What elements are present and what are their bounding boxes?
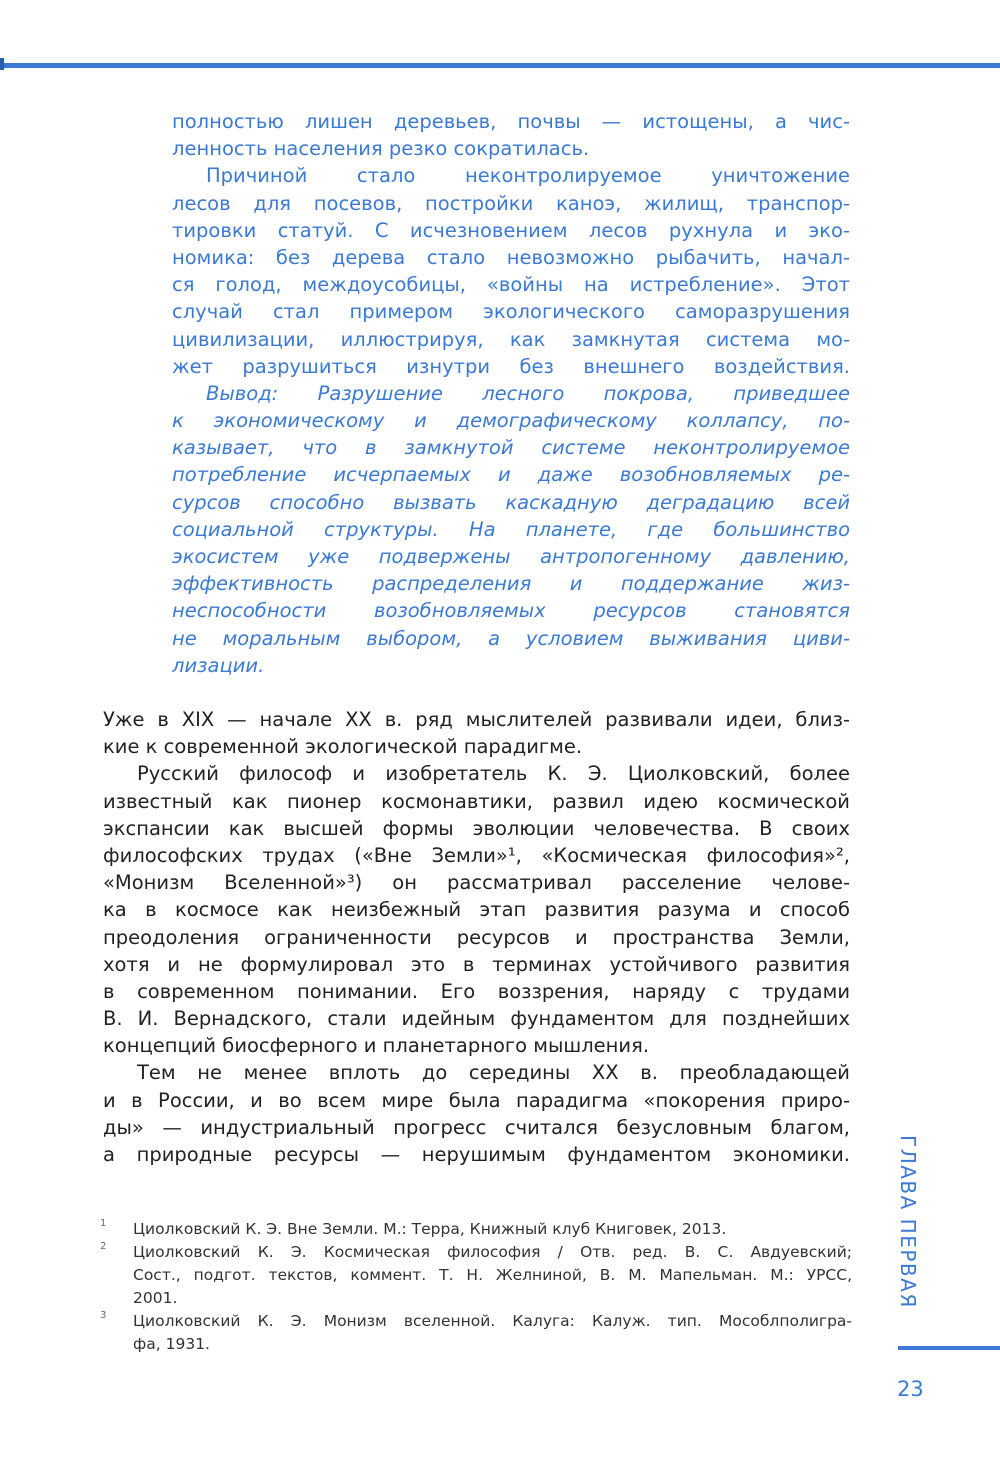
text-line: ка в космосе как неизбежный этап развития разума и способ bbox=[103, 898, 850, 922]
text-line: социальной структуры. На планете, где большинство bbox=[172, 517, 850, 541]
text-line: Вывод: Разрушение лесного покрова, приведшее bbox=[206, 381, 850, 405]
text-line: Причиной стало неконтролируемое уничтожение bbox=[206, 164, 850, 188]
text-line: лесов для посевов, постройки каноэ, жилищ, транспор- bbox=[172, 191, 850, 215]
text-line: эффективность распределения и поддержание жиз- bbox=[172, 572, 850, 596]
text-line: лизации. bbox=[172, 653, 265, 677]
footnote-line: Циолковский К. Э. Вне Земли. М.: Терра, Книжный клуб Книговек, 2013. bbox=[133, 1220, 727, 1238]
text-line: Тем не менее вплоть до середины XX в. преобладающей bbox=[137, 1061, 850, 1085]
top-rule-notch bbox=[0, 58, 4, 70]
text-line: «Монизм Вселенной»³) он рассматривал расселение челове- bbox=[103, 871, 850, 895]
text-line: казывает, что в замкнутой системе неконтролируемое bbox=[172, 436, 850, 460]
footnote bbox=[100, 1218, 852, 1241]
text-line: ленность населения резко сократилась. bbox=[172, 137, 590, 161]
footnote bbox=[100, 1310, 852, 1356]
body-text bbox=[103, 706, 850, 1168]
text-line: к экономическому и демографическому коллапсу, по- bbox=[172, 409, 850, 433]
footnote-line: фа, 1931. bbox=[133, 1335, 210, 1353]
text-line: кие к современной экологической парадигме. bbox=[103, 735, 583, 759]
text-line: известный как пионер космонавтики, развил идею космической bbox=[103, 789, 850, 813]
text-line: сурсов способно вызвать каскадную деградацию всей bbox=[172, 490, 850, 514]
text-line: жет разрушиться изнутри без внешнего воздействия. bbox=[172, 354, 850, 378]
text-line: Русский философ и изобретатель К. Э. Циолковский, более bbox=[137, 762, 850, 786]
text-line: философских трудах («Вне Земли»¹, «Космическая философия»², bbox=[103, 843, 850, 867]
text-line: номика: без дерева стало невозможно рыбачить, начал- bbox=[172, 245, 850, 269]
footnotes bbox=[100, 1218, 852, 1356]
text-line: в современном понимании. Его воззрения, наряду с трудами bbox=[103, 979, 850, 1003]
footnote-line: Сост., подгот. текстов, коммент. Т. Н. Желниной, В. М. Мапельман. М.: УРСС, bbox=[133, 1266, 852, 1284]
footnote-line: 2001. bbox=[133, 1289, 178, 1307]
text-line: Уже в XIX — начале XX в. ряд мыслителей развивали идеи, близ- bbox=[103, 708, 850, 731]
footnote-line: Циолковский К. Э. Космическая философия / Отв. ред. В. С. Авдуевский; bbox=[133, 1243, 852, 1261]
chapter-rule bbox=[898, 1346, 1000, 1350]
footnote-line: Циолковский К. Э. Монизм вселенной. Калуга: Калуж. тип. Мособлполигра- bbox=[133, 1312, 852, 1330]
text-line: В. И. Вернадского, стали идейным фундаментом для позднейших bbox=[103, 1007, 850, 1031]
text-line: тировки статуй. С исчезновением лесов рухнула и эко- bbox=[172, 218, 850, 242]
footnote-number: 2 bbox=[100, 1241, 107, 1252]
text-line: случай стал примером экологического саморазрушения bbox=[172, 300, 850, 324]
top-rule bbox=[0, 63, 1000, 68]
text-line: экосистем уже подвержены антропогенному давлению, bbox=[172, 545, 850, 568]
text-line: неспособности возобновляемых ресурсов становятся bbox=[172, 599, 850, 623]
footnote-number: 1 bbox=[100, 1218, 107, 1229]
text-line: не моральным выбором, а условием выживания циви- bbox=[172, 626, 850, 650]
chapter-label: ГЛАВА ПЕРВАЯ bbox=[896, 1135, 920, 1309]
footnote-number: 3 bbox=[100, 1310, 107, 1321]
text-line: концепций биосферного и планетарного мышления. bbox=[103, 1034, 650, 1058]
text-line: а природные ресурсы — нерушимым фундаментом экономики. bbox=[103, 1143, 850, 1166]
text-line: ды» — индустриальный прогресс считался безусловным благом, bbox=[103, 1115, 850, 1139]
text-line: потребление исчерпаемых и даже возобновляемых ре- bbox=[172, 463, 850, 487]
highlighted-case-study bbox=[172, 108, 850, 679]
text-line: и в России, и во всем мире была парадигма «покорения приро- bbox=[103, 1088, 850, 1112]
text-line: хотя и не формулировал это в терминах устойчивого развития bbox=[103, 952, 850, 976]
text-line: экспансии как высшей формы эволюции человечества. В своих bbox=[103, 816, 850, 840]
text-line: полностью лишен деревьев, почвы — истощены, а чис- bbox=[172, 110, 850, 133]
footnote bbox=[100, 1241, 852, 1310]
text-line: ся голод, междоусобицы, «войны на истребление». Этот bbox=[172, 273, 850, 297]
page-number: 23 bbox=[897, 1377, 924, 1401]
text-line: преодоления ограниченности ресурсов и пространства Земли, bbox=[103, 925, 850, 949]
text-line: цивилизации, иллюстрируя, как замкнутая система мо- bbox=[172, 327, 850, 351]
